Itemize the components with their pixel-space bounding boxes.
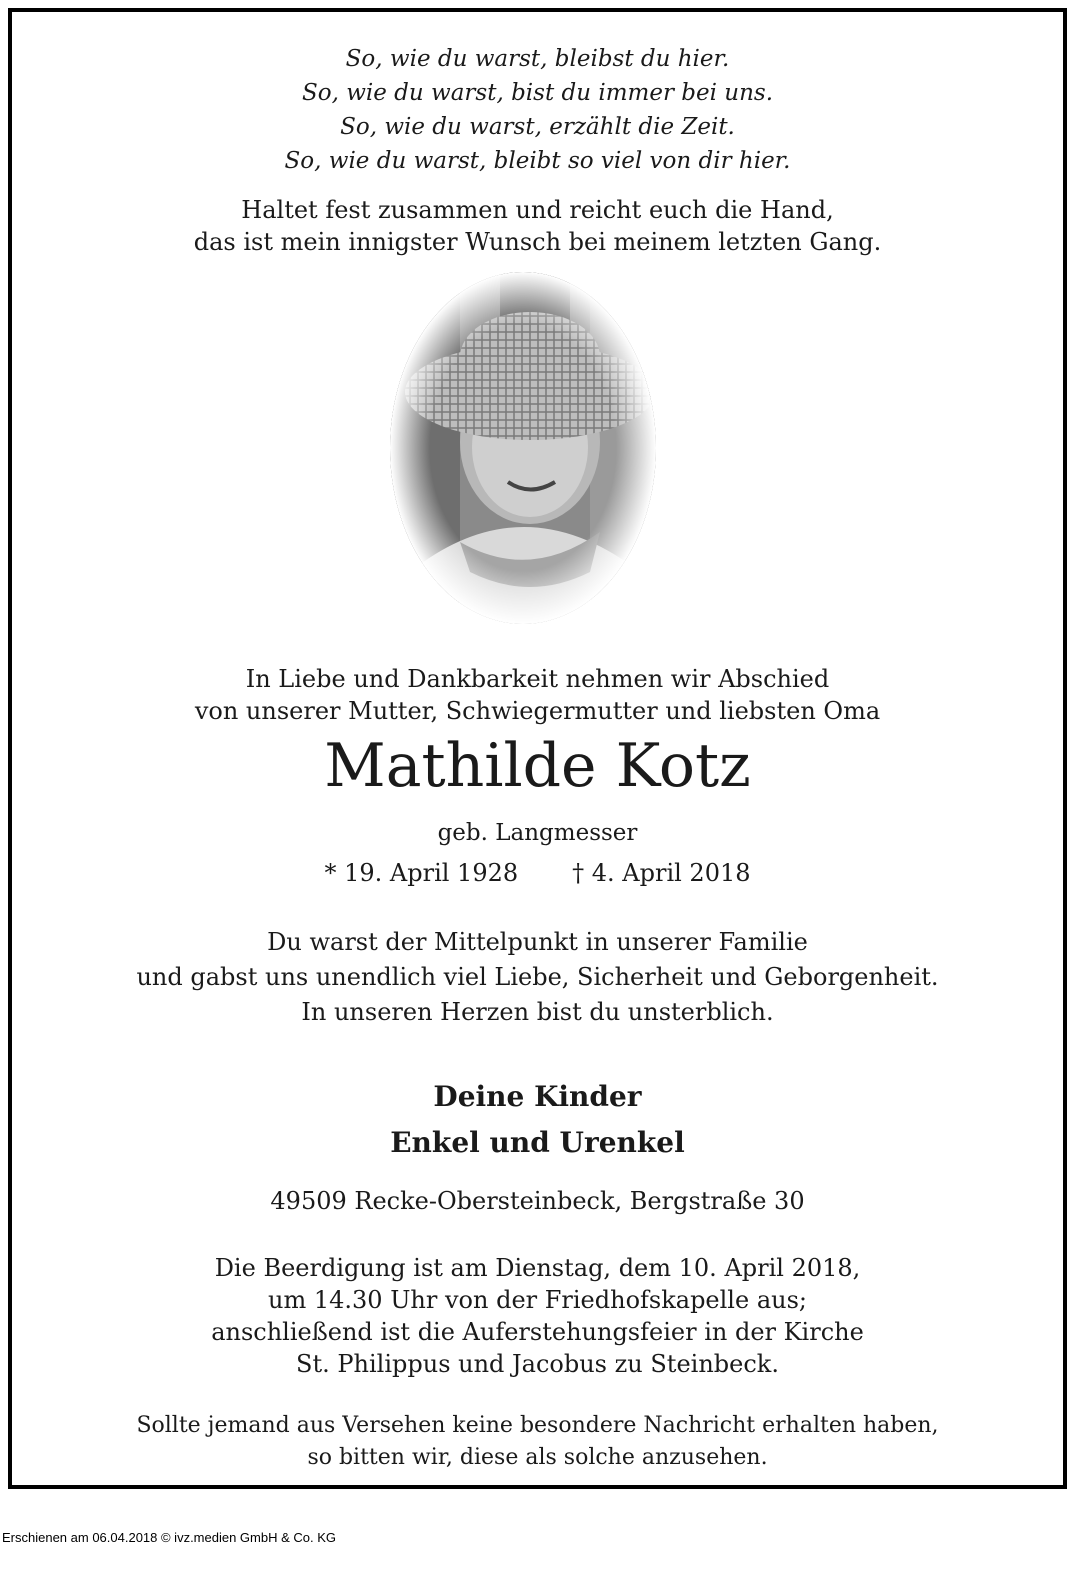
verse-line: So, wie du warst, bleibt so viel von dir hier. xyxy=(284,148,791,174)
wish-line: Haltet fest zusammen und reicht euch die Hand, xyxy=(241,196,834,224)
opening-verse xyxy=(12,42,1063,178)
farewell-line: von unserer Mutter, Schwiegermutter und liebsten Oma xyxy=(194,697,881,725)
verse-line: So, wie du warst, erzählt die Zeit. xyxy=(340,114,735,140)
last-wish xyxy=(12,194,1063,258)
birth-date: * 19. April 1928 xyxy=(324,859,519,887)
funeral-line: St. Philippus und Jacobus zu Steinbeck. xyxy=(296,1350,779,1378)
notice-line: Sollte jemand aus Versehen keine besondere Nachricht erhalten haben, xyxy=(136,1413,939,1438)
publication-footer: Erschienen am 06.04.2018 © ivz.medien GmbH & Co. KG xyxy=(2,1530,337,1545)
death-date: † 4. April 2018 xyxy=(572,859,751,887)
tribute-line: Du warst der Mittelpunkt in unserer Familie xyxy=(267,928,808,956)
portrait-photo xyxy=(390,272,656,624)
signature-line: Deine Kinder xyxy=(433,1080,642,1113)
obituary-frame xyxy=(8,8,1067,1489)
family-address: 49509 Recke-Obersteinbeck, Bergstraße 30 xyxy=(270,1187,805,1215)
funeral-line: anschließend ist die Auferstehungsfeier in der Kirche xyxy=(211,1318,864,1346)
life-dates xyxy=(12,857,1063,889)
funeral-line: Die Beerdigung ist am Dienstag, dem 10. April 2018, xyxy=(214,1254,861,1282)
wish-line: das ist mein innigster Wunsch bei meinem letzten Gang. xyxy=(193,228,882,256)
farewell-text xyxy=(12,663,1063,727)
mourners-signature xyxy=(12,1074,1063,1166)
farewell-line: In Liebe und Dankbarkeit nehmen wir Abschied xyxy=(245,665,830,693)
notification-note xyxy=(12,1410,1063,1474)
notice-line: so bitten wir, diese als solche anzusehen. xyxy=(307,1445,768,1470)
deceased-name: Mathilde Kotz xyxy=(324,731,751,801)
signature-line: Enkel und Urenkel xyxy=(390,1126,685,1159)
closing-line: In unseren Herzen bist du unsterblich. xyxy=(301,998,774,1026)
verse-line: So, wie du warst, bleibst du hier. xyxy=(345,46,730,72)
tribute-text xyxy=(12,925,1063,995)
funeral-details xyxy=(12,1252,1063,1380)
verse-line: So, wie du warst, bist du immer bei uns. xyxy=(301,80,774,106)
maiden-name: geb. Langmesser xyxy=(437,820,638,846)
funeral-line: um 14.30 Uhr von der Friedhofskapelle aus; xyxy=(268,1286,807,1314)
tribute-line: und gabst uns unendlich viel Liebe, Sicherheit und Geborgenheit. xyxy=(136,963,939,991)
